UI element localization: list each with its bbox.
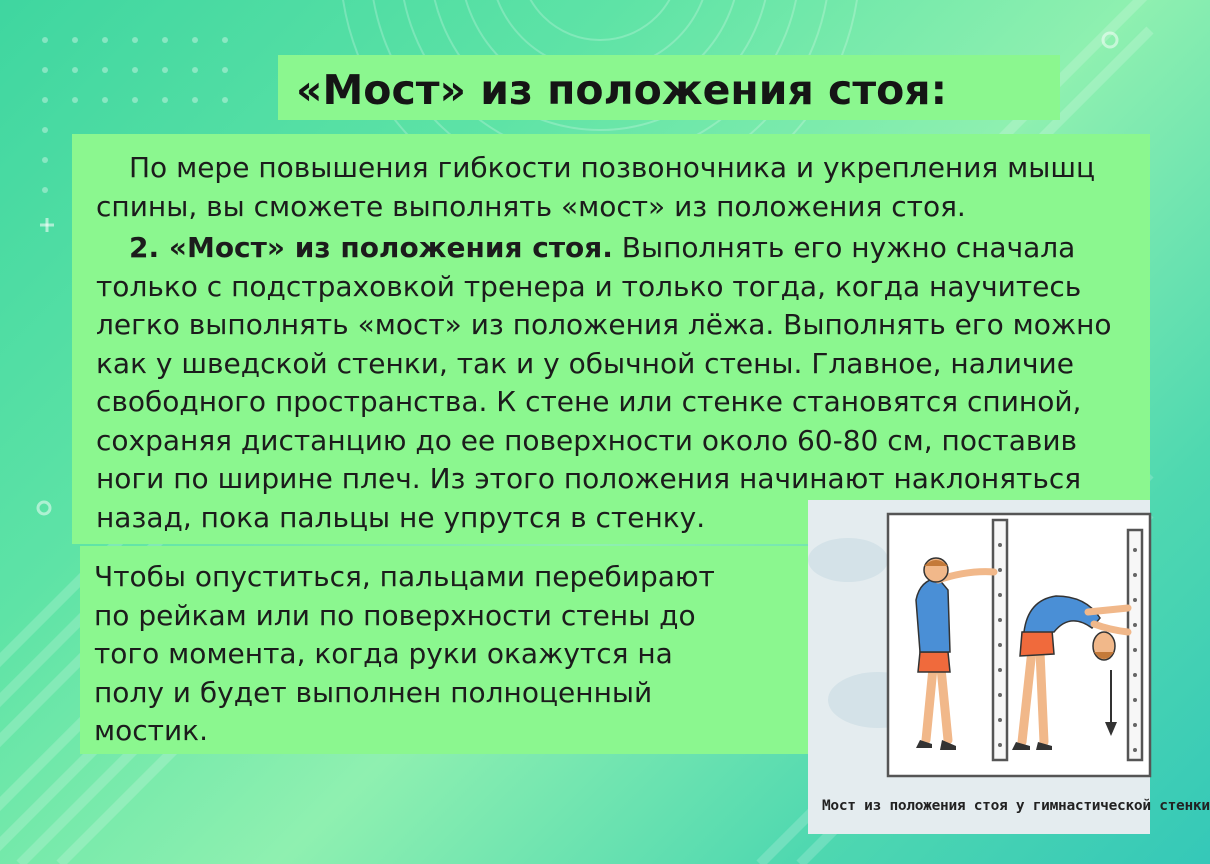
page-title: «Мост» из положения стоя: (296, 66, 948, 114)
lower-text-panel (80, 546, 808, 754)
main-text-panel (72, 134, 1150, 544)
paragraph-line: мостик. (94, 714, 208, 747)
paragraph-line: По мере повышения гибкости позвоночника и укрепления мышц (129, 151, 1096, 184)
bold-lead: 2. «Мост» из положения стоя. (129, 231, 613, 264)
paragraph-instructions (96, 229, 1112, 537)
paragraph-line: полу и будет выполнен полноценный (94, 675, 653, 709)
paragraph-line: Чтобы опуститься, пальцами перебирают (94, 560, 715, 593)
paragraph-line: Выполнять его нужно сначала (612, 231, 1076, 264)
paragraph-line: как у шведской стенки, так и у обычной стены. Главное, наличие (96, 346, 1074, 380)
paragraph-line: свободного пространства. К стене или стенке становятся спиной, (96, 385, 1082, 418)
paragraph-intro (96, 149, 1095, 226)
paragraph-descend (94, 558, 715, 751)
illustration-bridge-from-standing (808, 500, 1210, 834)
paragraph-line: спины, вы сможете выполнять «мост» из положения стоя. (96, 189, 966, 223)
paragraph-line: легко выполнять «мост» из положения лёжа. Выполнять его можно (96, 308, 1112, 341)
figure-caption: Мост из положения стоя у гимнастической стенки (822, 798, 1210, 814)
paragraph-line: того момента, когда руки окажутся на (94, 637, 673, 670)
bridge-illustration (808, 500, 1150, 834)
paragraph-line: только с подстраховкой тренера и только тогда, когда научитесь (96, 269, 1082, 303)
paragraph-line: ноги по ширине плеч. Из этого положения начинают наклоняться (96, 462, 1082, 495)
paragraph-line: по рейкам или по поверхности стены до (94, 598, 696, 632)
paragraph-line: сохраняя дистанцию до ее поверхности около 60-80 см, поставив (96, 423, 1078, 457)
paragraph-line: назад, пока пальцы не упрутся в стенку. (96, 500, 706, 534)
